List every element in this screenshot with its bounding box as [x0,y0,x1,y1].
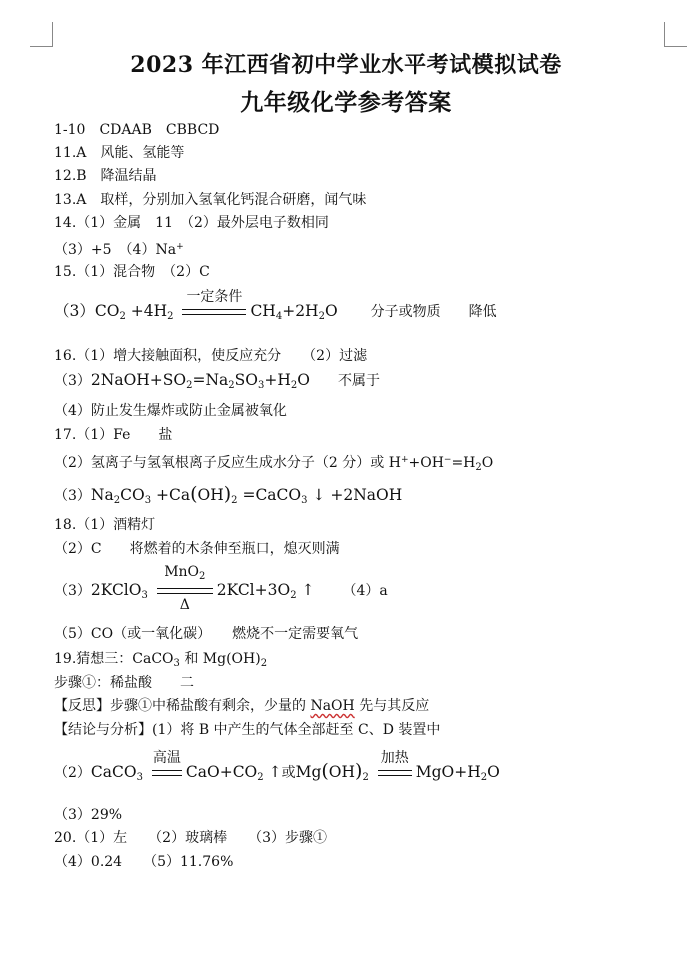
page-subtitle: 九年级化学参考答案 [240,89,452,116]
answer-16-part3: （4）防止发生爆炸或防止金属被氧化 [54,403,287,419]
na-charge: + [176,242,184,252]
eq18-catalyst-text: MnO [164,564,200,580]
crop-mark-top-right [664,22,687,47]
answer-14-part2-text: （3）+5 （4）Na [54,242,177,258]
h-charge: + [400,455,409,465]
guess-mgoh: 和 Mg(OH) [184,651,261,667]
answer-12: 12.B 降温结晶 [54,168,157,184]
answer-19-step: 步骤①：稀盐酸 二 [54,675,194,691]
answer-16-equation: $(3)2NaOH+SO_2=Na_2SO_3+H_2O$ 不属于 [54,371,380,391]
eq15-arrow [182,289,246,315]
answer-17-equation: $(3)Na_2CO_3 +Ca(OH)_2$ =CaCO$_3$ ↓ +2NaOH [54,483,403,506]
eq19-condition-1: 高温 [152,750,181,766]
eq18-heat: Δ [179,597,190,613]
eq16-note: 不属于 [337,373,380,389]
eq18-arrow [157,564,213,613]
eq15-note-molecule: 分子或物质 [370,304,441,320]
page-title: 2023 年江西省初中学业水平考试模拟试卷 [130,52,562,78]
answer-18-equation: （3）2KClO$_3$ MnO$_2$ Δ $2KCl+3O_2$ ↑ （4）a [54,564,388,613]
answer-17-part1: 17.（1）Fe 盐 [54,427,173,443]
answer-16-part1: 16.（1）增大接触面积，使反应充分 （2）过滤 [54,348,368,364]
eq15-label: （3） [54,302,95,320]
eq18-label: （3） [54,583,91,599]
answer-19-conclusion: 【结论与分析】(1）将 B 中产生的气体全部赶至 C、D 装置中 [54,722,441,738]
eq17b-text: （2）氢离子与氢氧根离子反应生成水分子（2 分）或 H [54,455,401,471]
eq15-condition: 一定条件 [186,289,243,305]
answer-15-equation: $(3)CO_2 +4H_2$ 一定条件 $CH_4+2H_2O$ 分子或物质 降低 [54,289,497,322]
eq16-label: （3） [54,373,91,389]
answer-20-part1: 20.（1）左 （2）玻璃棒 （3）步骤① [54,830,327,846]
answer-17-part2: （2）氢离子与氢氧根离子反应生成水分子（2 分）或 $H^++OH^-=H_2O$ [54,455,494,473]
guess-caco3: 19.猜想三：CaCO [54,651,174,667]
answer-14-part2 [54,238,184,259]
eq15-note-decrease: 降低 [468,304,497,320]
answer-19-reflection [54,697,429,715]
eq17b-water: =H [451,455,476,471]
eq19-or: 或 [281,765,296,781]
answer-19-guess: 19.猜想三：CaCO$_3$ 和 $Mg(OH)_2$ [54,651,268,669]
eq18-tail: （4）a [342,583,388,599]
answer-13: 13.A 取样，分别加入氢氧化钙混合研磨，闻气味 [54,192,367,208]
answer-14-part1: 14.（1）金属 11 （2）最外层电子数相同 [54,215,329,231]
answer-18-part1: 18.（1）酒精灯 [54,517,156,533]
answer-18-part5: （5）CO（或一氧化碳） 燃烧不一定需要氧气 [54,626,359,642]
eq19-label: （2） [54,765,91,781]
answer-19-equation: （2）CaCO$_3$ 高温 $CaO+CO_2$ ↑或$Mg(OH)_2$ 加热 $MgO+H_2O$ [54,750,500,783]
answer-18-part2: （2）C 将燃着的木条伸至瓶口，熄灭则满 [54,541,340,557]
eq19-arrow-2 [378,750,412,776]
answer-11: 11.A 风能、氢能等 [54,145,185,161]
answer-20-part2: （4）0.24 （5）11.76% [54,854,234,870]
oh-charge: − [443,455,452,465]
eq17c-label: （3） [54,488,91,504]
answer-15-part1: 15.（1）混合物 （2）C [54,264,210,280]
eq19-arrow-1 [152,750,182,776]
answer-19-part3: （3）29% [54,807,123,823]
answer-1-10: 1-10 CDAAB CBBCD [54,122,220,138]
crop-mark-top-left [30,22,53,47]
eq19-condition-2: 加热 [380,750,409,766]
reflection-naoh: NaOH [310,698,355,714]
eq17b-oh: +OH [408,455,444,471]
reflection-tail: 先与其反应 [359,698,430,714]
reflection-text: 【反思】步骤①中稀盐酸有剩余，少量的 [54,698,306,714]
eq18-catalyst: MnO$_2$ [164,564,206,582]
